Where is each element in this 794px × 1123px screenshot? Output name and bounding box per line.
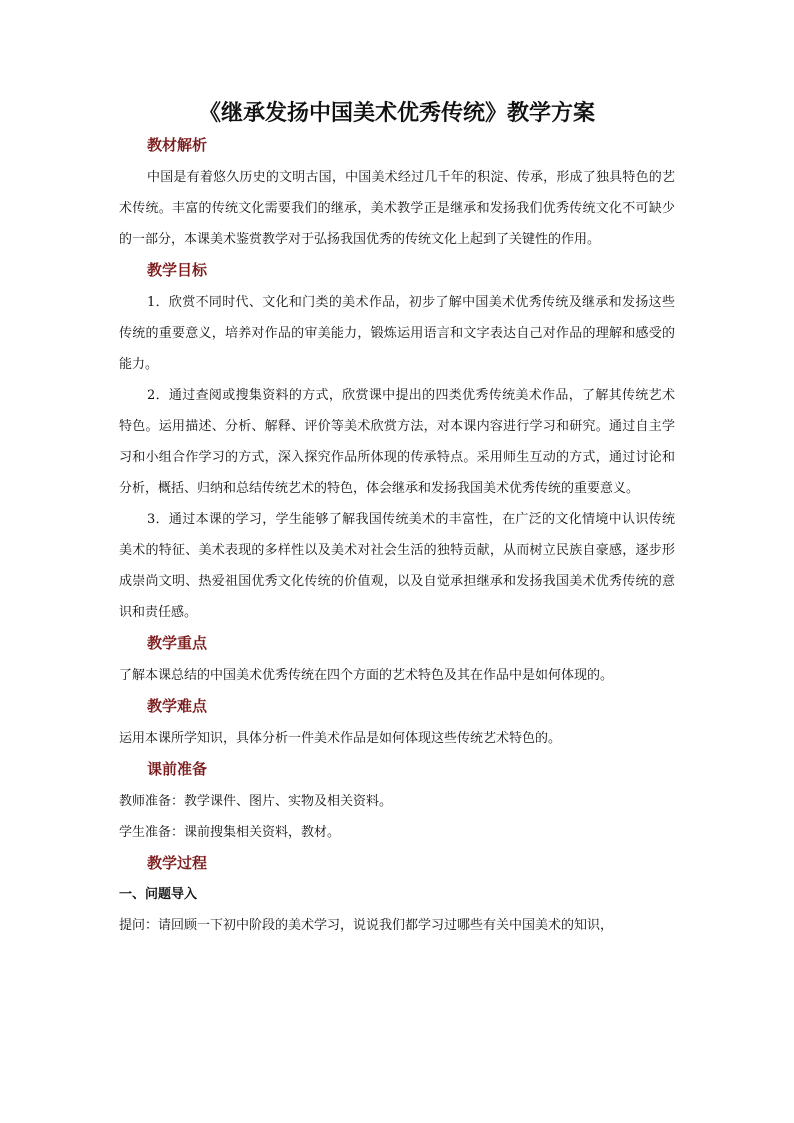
analysis-paragraph: 中国是有着悠久历史的文明古国，中国美术经过几千年的积淀、传承，形成了独具特色的艺术传统。丰富的传统文化需要我们的继承，美术教学正是继承和发扬我们优秀传统文化不可缺少的一部分，本课美术鉴赏教学对于弘扬我国优秀的传统文化上起到了关键性的作用。 (119, 170, 675, 247)
process-subheading-1: 一、问题导入 (119, 887, 198, 902)
goal-paragraph-2: 2．通过查阅或搜集资料的方式，欣赏课中提出的四类优秀传统美术作品，了解其传统艺术特色。运用描述、分析、解释、评价等美术欣赏方法，对本课内容进行学习和研究。通过自主学习和小组合作学习的方式，深入探究作品所体现的传承特点。采用师生互动的方式，通过讨论和分析，概括、归纳和总结传统艺术的特色，体会继承和发扬我国美术优秀传统的重要意义。 (119, 388, 675, 496)
goal-paragraph-3: 3．通过本课的学习，学生能够了解我国传统美术的丰富性，在广泛的文化情境中认识传统美术的特征、美术表现的多样性以及美术对社会生活的独特贡献，从而树立民族自豪感，逐步形成崇尚文明、热爱祖国优秀文化传统的价值观，以及自觉承担继承和发扬我国美术优秀传统的意识和责任感。 (119, 512, 675, 620)
section-heading-key-points: 教学重点 (147, 634, 208, 652)
section-heading-difficulties: 教学难点 (147, 697, 208, 715)
process-paragraph-1: 提问：请回顾一下初中阶段的美术学习，说说我们都学习过哪些有关中国美术的知识， (119, 918, 614, 933)
difficulties-paragraph: 运用本课所学知识，具体分析一件美术作品是如何体现这些传统艺术特色的。 (119, 731, 562, 746)
section-heading-goals: 教学目标 (147, 261, 208, 279)
section-heading-process: 教学过程 (147, 854, 208, 872)
section-heading-analysis: 教材解析 (147, 136, 208, 154)
goal-paragraph-1: 1．欣赏不同时代、文化和门类的美术作品，初步了解中国美术优秀传统及继承和发扬这些传统的重要意义，培养对作品的审美能力，锻炼运用语言和文字表达自己对作品的理解和感受的能力。 (119, 295, 675, 372)
section-heading-preparation: 课前准备 (147, 760, 208, 778)
document-content (119, 98, 675, 941)
document-title: 《继承发扬中国美术优秀传统》教学方案 (198, 100, 595, 126)
teacher-preparation: 教师准备：教学课件、图片、实物及相关资料。 (119, 794, 393, 809)
key-points-paragraph: 了解本课总结的中国美术优秀传统在四个方面的艺术特色及其在作品中是如何体现的。 (119, 668, 614, 683)
student-preparation: 学生准备：课前搜集相关资料，教材。 (119, 825, 341, 840)
